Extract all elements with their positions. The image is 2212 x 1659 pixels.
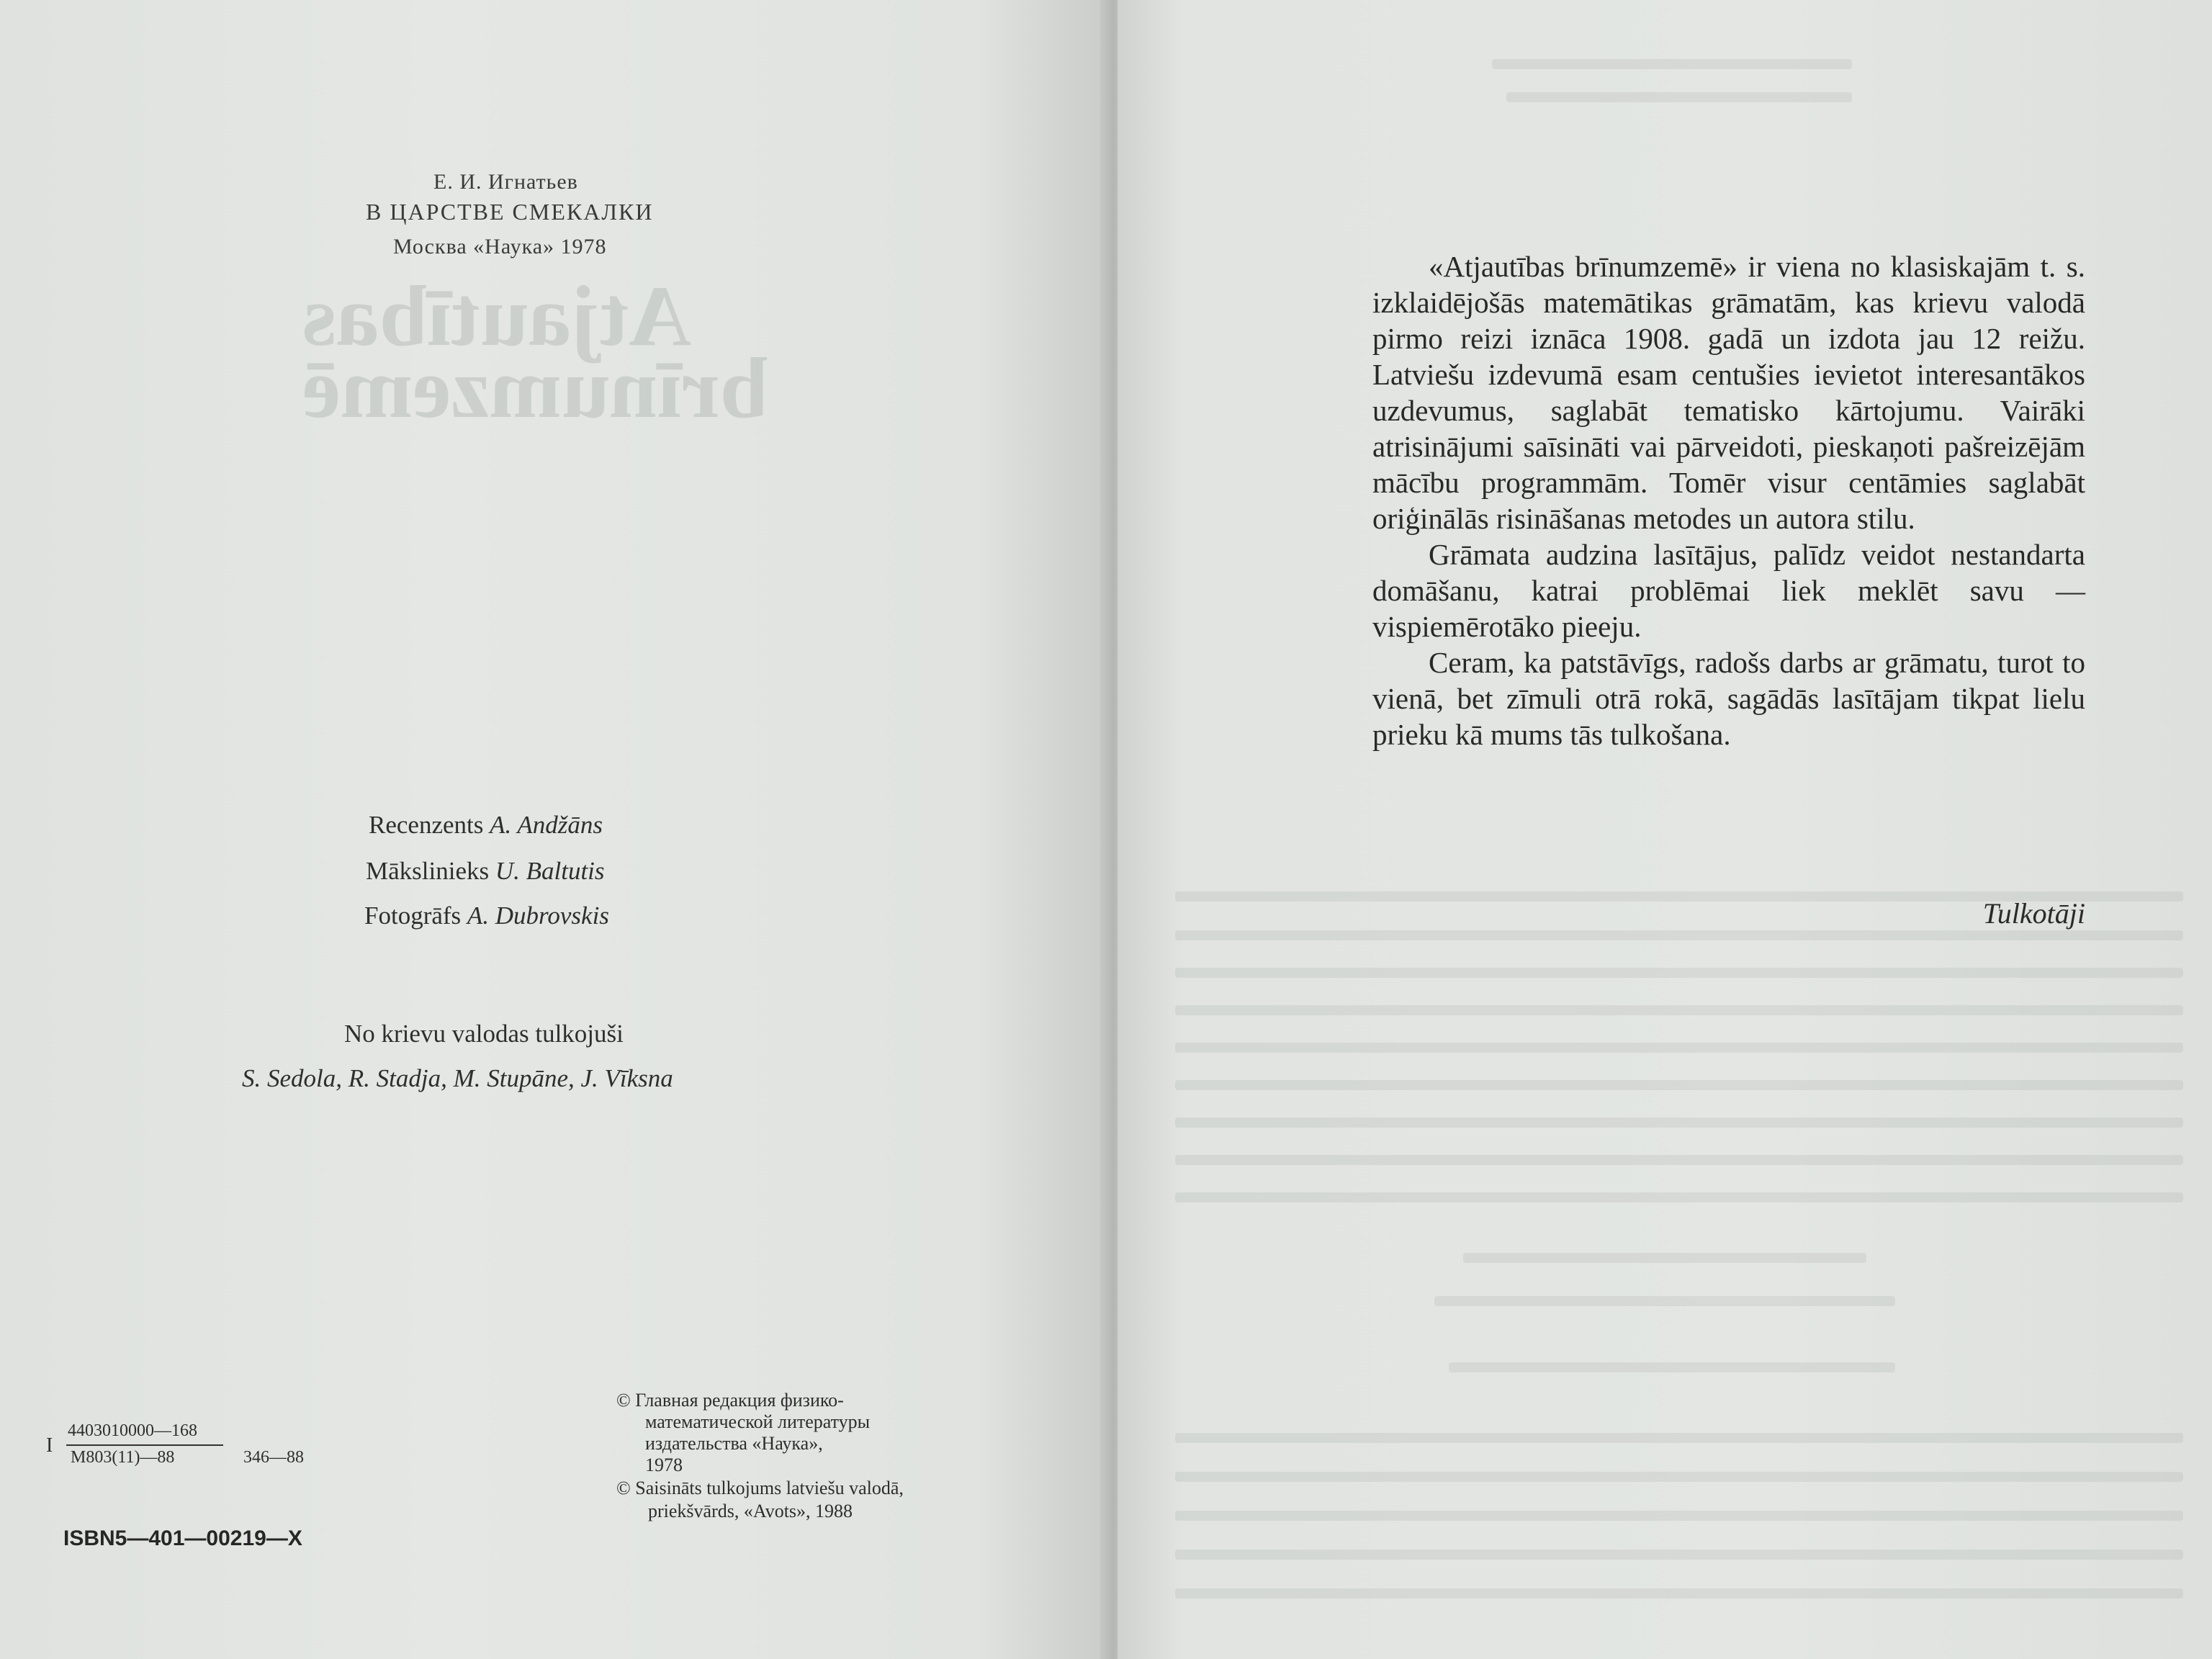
credit-name: A. Andžāns (490, 811, 603, 839)
copyright-line: © Главная редакция физико- (616, 1390, 844, 1411)
show-through-line (1175, 1433, 2183, 1443)
russian-title: В ЦАРСТВЕ СМЕКАЛКИ (366, 199, 654, 225)
show-through-line (1175, 1472, 2183, 1482)
catalog-numerator: 4403010000—168 (68, 1421, 197, 1440)
catalog-suffix: 346—88 (243, 1448, 304, 1467)
preface-signature: Tulkotāji (1982, 897, 2085, 930)
preface-paragraph: Ceram, ka patstāvīgs, radošs darbs ar grāmatu, turot to vienā, bet zīmuli otrā rokā, sagādās lasītājam tikpat lielu prieku kā mums tās tulkošana. (1372, 646, 2085, 751)
show-through-title: Atjautības (302, 268, 692, 364)
show-through-line (1492, 59, 1852, 69)
copyright-line: издательства «Наука», (645, 1433, 823, 1454)
show-through-line (1175, 1005, 2183, 1015)
copyright-line: priekšvārds, «Avots», 1988 (648, 1501, 853, 1521)
isbn: ISBN5—401—00219—X (63, 1527, 302, 1550)
show-through-line (1175, 1043, 2183, 1053)
show-through-line (1175, 1588, 2183, 1599)
translators: S. Sedola, R. Stadja, M. Stupāne, J. Vīksna (242, 1064, 673, 1092)
preface-text (1372, 248, 2085, 752)
copyright-line: 1978 (645, 1455, 683, 1475)
show-through-line (1175, 1118, 2183, 1128)
show-through-line (1175, 1511, 2183, 1521)
translation-note: No krievu valodas tulkojuši (344, 1020, 624, 1048)
preface-paragraph: «Atjautības brīnumzemē» ir viena no klasiskajām t. s. izklaidējošās matemātikas grāmatām, kas krievu valodā pirmo reizi iznāca 1908. gadā un izdota jau 12 reižu. Latviešu izdevumā esam centušies ievietot interesantākos uzdevumus, saglabāt tematisko kārtojumu. Vairāki atrisinājumi saīsināti vai pārveidoti, pieskaņoti pašreizējām mācību programmām. Tomēr visur centāmies saglabāt oriģinālās risināšanas metodes un autora stilu. (1372, 250, 2085, 535)
russian-imprint: Москва «Наука» 1978 (393, 235, 607, 258)
credit-photographer (364, 903, 609, 928)
show-through-line (1506, 92, 1852, 102)
show-through-line (1449, 1362, 1895, 1372)
credit-reviewer (369, 812, 603, 837)
credit-role: Mākslinieks (366, 857, 490, 885)
show-through-line (1175, 1080, 2183, 1090)
copyright-line: математической литературы (645, 1411, 871, 1432)
copyright-line: © Saisināts tulkojums latviešu valodā, (616, 1478, 904, 1498)
credit-role: Fotogrāfs (364, 902, 462, 930)
russian-author: Е. И. Игнатьев (433, 170, 578, 194)
show-through-line (1175, 1155, 2183, 1165)
show-through-line (1434, 1296, 1895, 1306)
catalog-prefix: I (46, 1434, 53, 1457)
credit-role: Recenzents (369, 811, 484, 839)
credit-artist (366, 858, 605, 884)
show-through-line (1175, 1192, 2183, 1202)
catalog-denominator: M803(11)—88 (71, 1448, 175, 1467)
show-through-line (1175, 968, 2183, 978)
preface-paragraph: Grāmata audzina lasītājus, palīdz veidot nestandarta domāšanu, katrai problēmai liek meklēt savu — vispiemērotāko pieeju. (1372, 538, 2085, 643)
credit-name: A. Dubrovskis (467, 902, 609, 930)
catalog-fraction-line (66, 1444, 223, 1446)
credit-name: U. Baltutis (495, 857, 605, 885)
show-through-line (1463, 1253, 1866, 1263)
show-through-subtitle: brīnumzemē (302, 340, 768, 436)
show-through-line (1175, 1550, 2183, 1560)
show-through-line (1175, 930, 2183, 940)
